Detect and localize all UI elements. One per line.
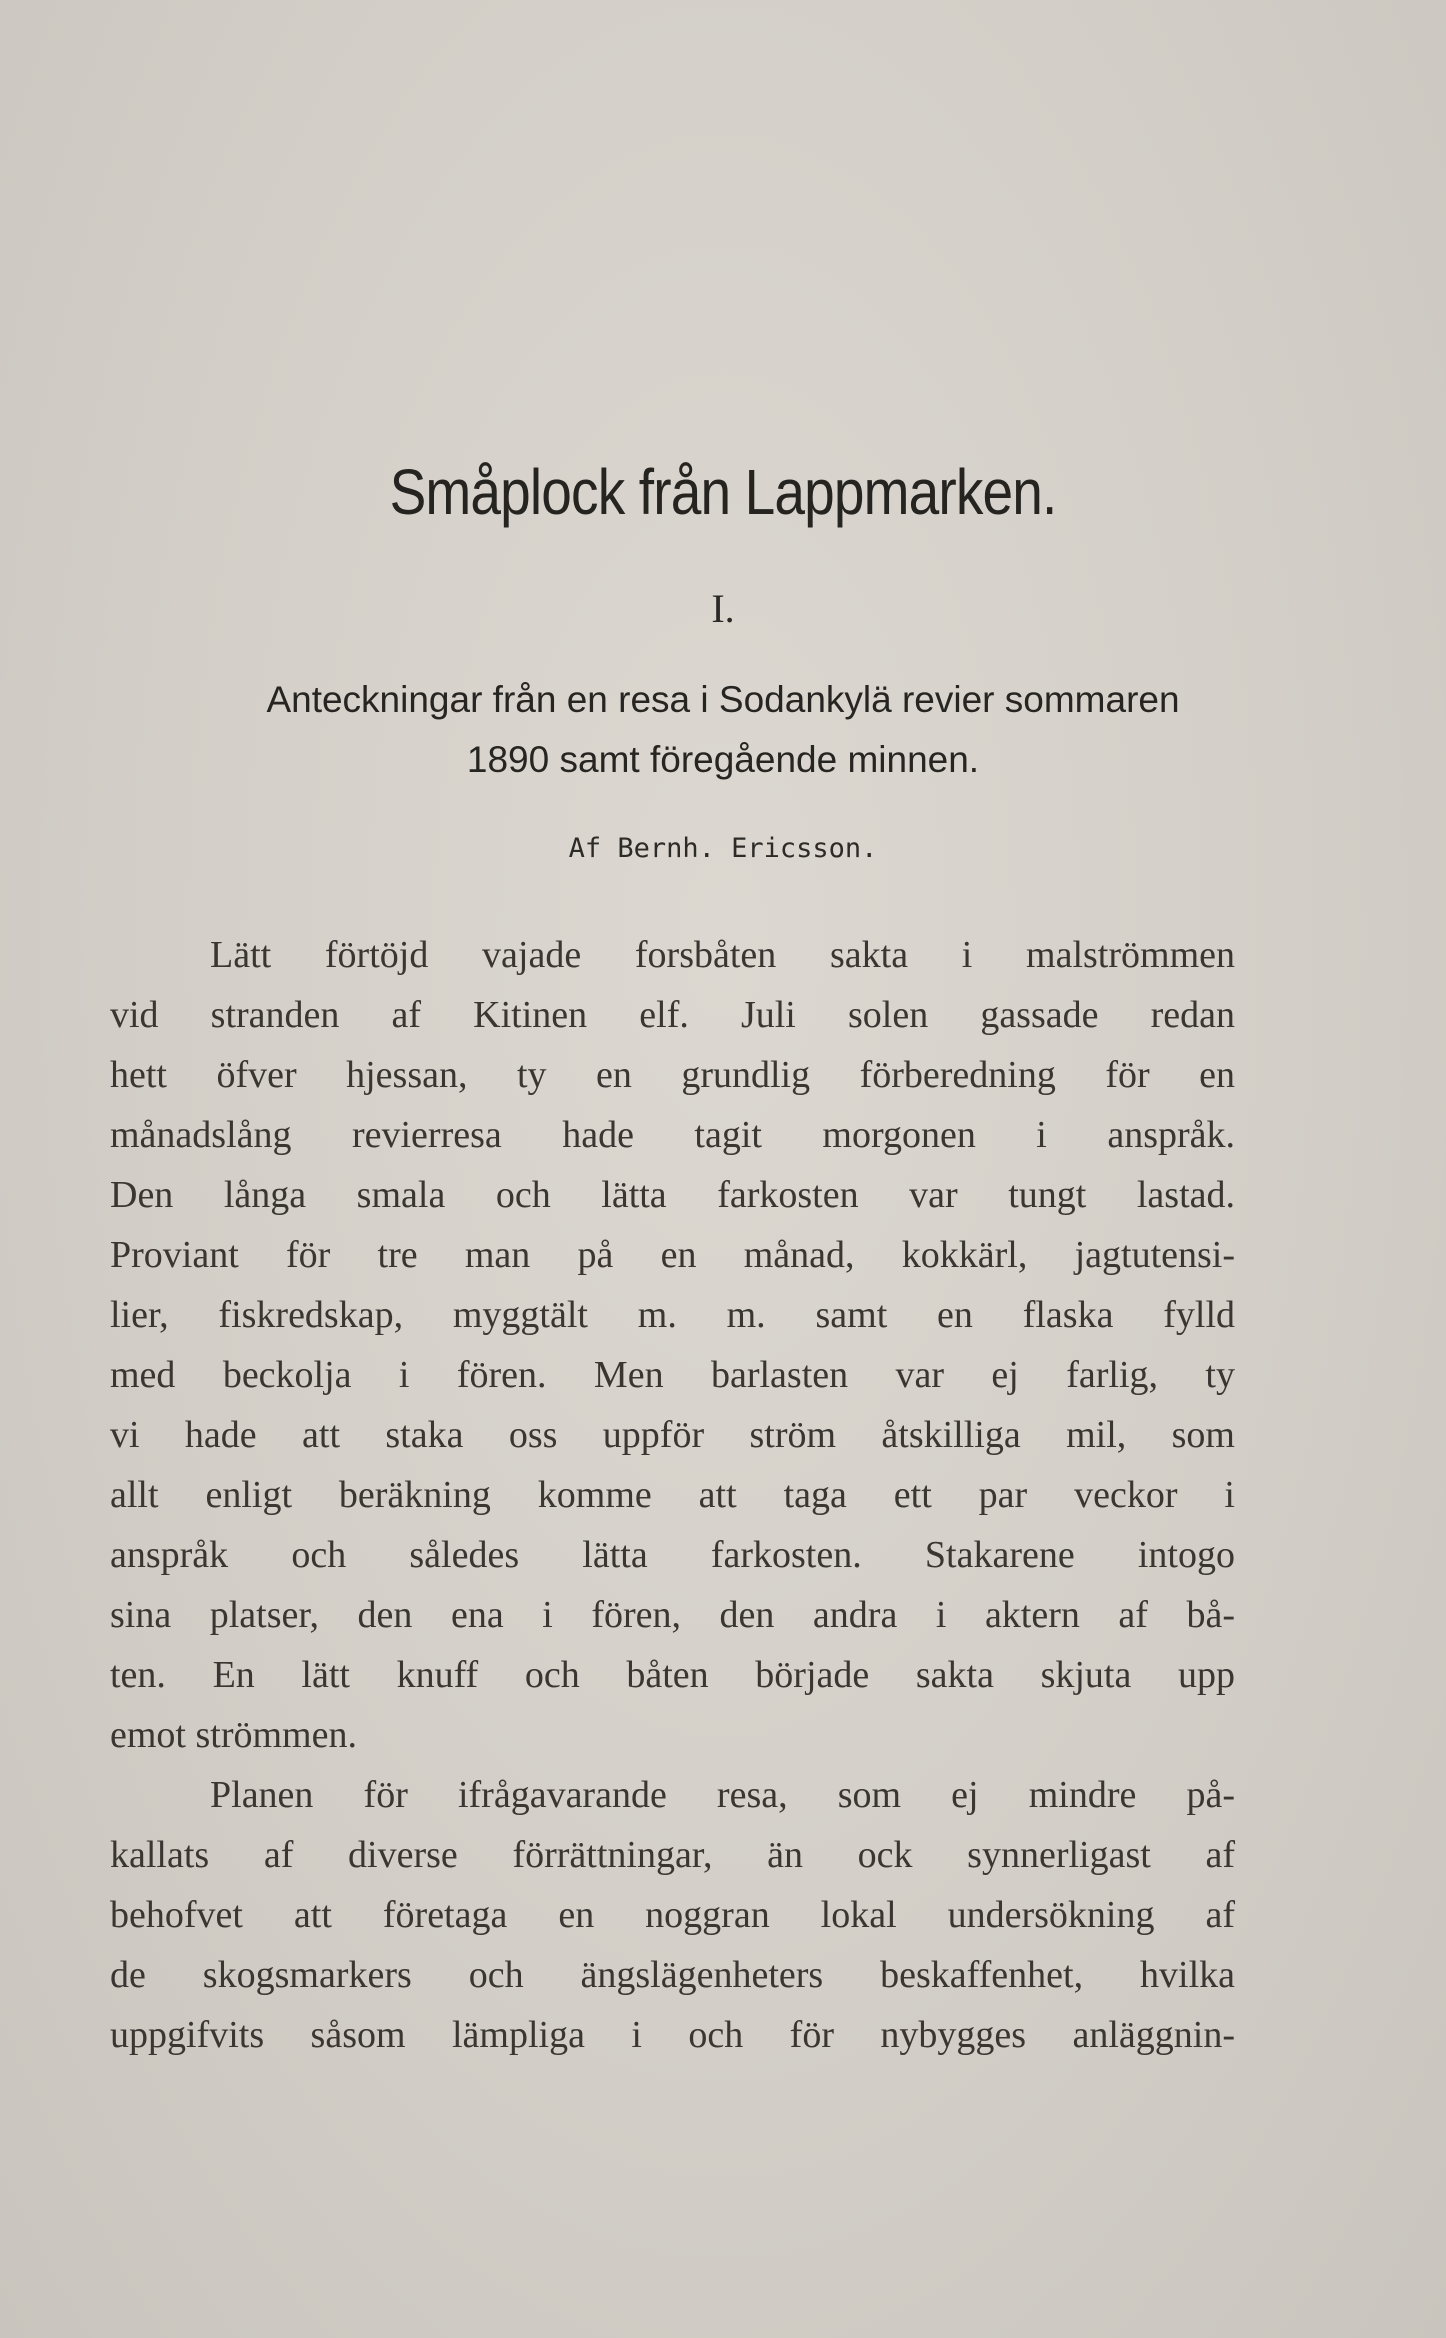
text-line: Planen för ifrågavarande resa, som ej mindre på- [210,1774,1235,1816]
subtitle-line: Anteckningar från en resa i Sodankylä revier sommaren [266,679,1180,720]
text-line: emot strömmen. [110,1714,357,1756]
subtitle [90,670,1356,790]
text-line: vid stranden af Kitinen elf. Juli solen gassade redan [110,994,1235,1036]
text-line: behofvet att företaga en noggran lokal undersökning af [110,1894,1235,1936]
text-line: med beckolja i fören. Men barlasten var ej farlig, ty [110,1354,1235,1396]
text-line: anspråk och således lätta farkosten. Stakarene intogo [110,1534,1235,1576]
section-number: I. [711,586,735,631]
text-line: sina platser, den ena i fören, den andra i aktern af bå- [110,1594,1235,1636]
subtitle-line: 1890 samt föregående minnen. [466,739,980,780]
text-line: Den långa smala och lätta farkosten var tungt lastad. [110,1174,1235,1216]
paragraph-1 [110,925,1235,1765]
page-title: Småplock från Lappmarken. [389,456,1057,528]
text-line: månadslång revierresa hade tagit morgonen i anspråk. [110,1114,1235,1156]
paragraph-2 [110,1765,1235,2065]
text-line: ten. En lätt knuff och båten började sakta skjuta upp [110,1654,1235,1696]
text-line: kallats af diverse förrättningar, än ock synnerligast af [110,1834,1235,1876]
text-line: vi hade att staka oss uppför ström åtskilliga mil, som [110,1414,1235,1456]
text-line: hett öfver hjessan, ty en grundlig förberedning för en [110,1054,1235,1096]
text-line: Lätt förtöjd vajade forsbåten sakta i malströmmen [210,934,1235,976]
author-byline: Af Bernh. Ericsson. [568,833,878,864]
text-line: lier, fiskredskap, myggtält m. m. samt en flaska fylld [110,1294,1235,1336]
text-line: de skogsmarkers och ängslägenheters beskaffenhet, hvilka [110,1954,1235,1996]
text-line: Proviant för tre man på en månad, kokkärl, jagtutensi- [110,1234,1235,1276]
text-line: allt enligt beräkning komme att taga ett par veckor i [110,1474,1235,1516]
text-line: uppgifvits såsom lämpliga i och för nybygges anläggnin- [110,2014,1235,2056]
body-text [110,925,1235,2065]
